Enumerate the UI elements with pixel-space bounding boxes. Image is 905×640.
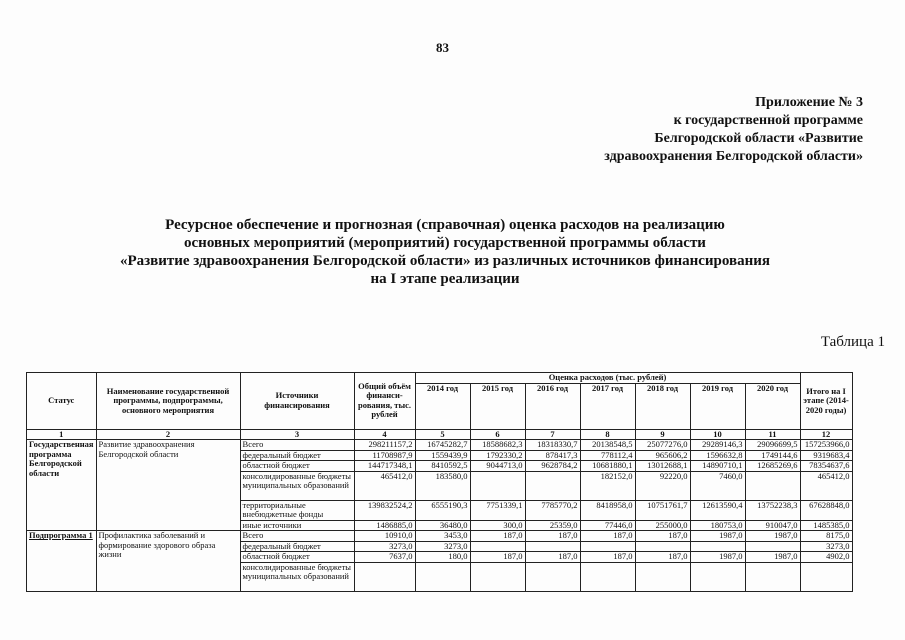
value-cell: 67628848,0	[800, 500, 852, 520]
value-cell: 910047,0	[745, 520, 800, 531]
value-cell	[470, 471, 525, 500]
funding-source: иные источники	[240, 520, 354, 531]
value-cell: 157253966,0	[800, 440, 852, 451]
value-cell: 78354637,6	[800, 461, 852, 472]
value-cell: 29289146,3	[690, 440, 745, 451]
value-cell: 29096699,5	[745, 440, 800, 451]
value-cell	[525, 562, 580, 591]
value-cell	[580, 562, 635, 591]
value-cell: 9319683,4	[800, 450, 852, 461]
group-status: Государственная программа Белгородской области	[27, 440, 97, 531]
value-cell: 300,0	[470, 520, 525, 531]
table-row	[27, 531, 853, 542]
value-cell: 9628784,2	[525, 461, 580, 472]
value-cell: 25359,0	[525, 520, 580, 531]
value-cell: 465412,0	[800, 471, 852, 500]
value-cell: 8418958,0	[580, 500, 635, 520]
header-name: Наименование государственной программы, подпрограммы, основного мероприятия	[96, 373, 240, 430]
value-cell: 36480,0	[415, 520, 470, 531]
value-cell: 187,0	[635, 552, 690, 563]
appendix-heading	[543, 94, 863, 166]
value-cell: 1749144,6	[745, 450, 800, 461]
funding-source: консолидированные бюджеты муниципальных образований	[240, 471, 354, 500]
header-year: 2014 год	[415, 383, 470, 429]
value-cell: 1987,0	[690, 531, 745, 542]
value-cell: 16745282,7	[415, 440, 470, 451]
appendix-line-1: Приложение № 3	[755, 95, 863, 110]
value-cell: 4902,0	[800, 552, 852, 563]
value-cell: 878417,3	[525, 450, 580, 461]
appendix-line-3: Белгородской области «Развитие	[654, 131, 863, 146]
value-cell: 10681880,1	[580, 461, 635, 472]
value-cell: 1486885,0	[354, 520, 415, 531]
header-year: 2016 год	[525, 383, 580, 429]
column-number: 7	[525, 429, 580, 440]
value-cell: 255000,0	[635, 520, 690, 531]
column-number: 6	[470, 429, 525, 440]
appendix-line-2: к государственной программе	[673, 113, 863, 128]
document-title	[95, 216, 795, 288]
title-line-4: на I этапе реализации	[370, 271, 520, 287]
value-cell: 7460,0	[690, 471, 745, 500]
value-cell: 180,0	[415, 552, 470, 563]
value-cell	[525, 541, 580, 552]
group-name: Развитие здравоохранения Белгородской области	[96, 440, 240, 531]
header-sources: Источники финансирования	[240, 373, 354, 430]
table-label: Таблица 1	[820, 334, 885, 350]
appendix-line-4: здравоохранения Белгородской области»	[604, 149, 863, 164]
value-cell: 1987,0	[690, 552, 745, 563]
value-cell	[800, 562, 852, 591]
value-cell: 1596632,8	[690, 450, 745, 461]
value-cell: 13752238,3	[745, 500, 800, 520]
value-cell: 10910,0	[354, 531, 415, 542]
column-number: 8	[580, 429, 635, 440]
value-cell: 965606,2	[635, 450, 690, 461]
value-cell: 187,0	[635, 531, 690, 542]
resource-table	[26, 372, 853, 592]
value-cell	[415, 562, 470, 591]
value-cell: 7751339,1	[470, 500, 525, 520]
column-number: 11	[745, 429, 800, 440]
column-number: 1	[27, 429, 97, 440]
column-number: 5	[415, 429, 470, 440]
value-cell: 9044713,0	[470, 461, 525, 472]
header-year: 2017 год	[580, 383, 635, 429]
value-cell	[745, 562, 800, 591]
value-cell	[745, 471, 800, 500]
funding-source: консолидированные бюджеты муниципальных образований	[240, 562, 354, 591]
value-cell	[635, 562, 690, 591]
value-cell	[635, 541, 690, 552]
value-cell	[525, 471, 580, 500]
value-cell: 12613590,4	[690, 500, 745, 520]
funding-source: федеральный бюджет	[240, 541, 354, 552]
group-name: Профилактика заболеваний и формирование здорового образа жизни	[96, 531, 240, 592]
value-cell: 3453,0	[415, 531, 470, 542]
value-cell	[690, 541, 745, 552]
value-cell: 8175,0	[800, 531, 852, 542]
value-cell: 7785770,2	[525, 500, 580, 520]
header-year: 2015 год	[470, 383, 525, 429]
header-year: 2018 год	[635, 383, 690, 429]
funding-source: территориальные внебюджетные фонды	[240, 500, 354, 520]
value-cell: 7637,0	[354, 552, 415, 563]
title-line-1: Ресурсное обеспечение и прогнозная (справочная) оценка расходов на реализацию	[165, 217, 725, 233]
value-cell: 465412,0	[354, 471, 415, 500]
value-cell: 25077276,0	[635, 440, 690, 451]
value-cell: 77446,0	[580, 520, 635, 531]
value-cell	[470, 562, 525, 591]
value-cell: 3273,0	[354, 541, 415, 552]
value-cell: 3273,0	[415, 541, 470, 552]
column-number: 4	[354, 429, 415, 440]
value-cell: 92220,0	[635, 471, 690, 500]
value-cell: 1485385,0	[800, 520, 852, 531]
column-number: 12	[800, 429, 852, 440]
value-cell: 187,0	[470, 552, 525, 563]
value-cell: 187,0	[580, 552, 635, 563]
value-cell: 12685269,6	[745, 461, 800, 472]
value-cell: 187,0	[580, 531, 635, 542]
header-estimate: Оценка расходов (тыс. рублей)	[415, 373, 800, 384]
funding-source: федеральный бюджет	[240, 450, 354, 461]
value-cell: 8410592,5	[415, 461, 470, 472]
value-cell: 11708987,9	[354, 450, 415, 461]
header-year: 2020 год	[745, 383, 800, 429]
table-row	[27, 440, 853, 451]
funding-source: Всего	[240, 440, 354, 451]
value-cell: 187,0	[525, 552, 580, 563]
value-cell: 1987,0	[745, 552, 800, 563]
value-cell: 298211157,2	[354, 440, 415, 451]
page-number: 83	[436, 40, 449, 55]
column-number: 3	[240, 429, 354, 440]
title-line-3: «Развитие здравоохранения Белгородской области» из различных источников финансирования	[119, 253, 771, 269]
value-cell: 1792330,2	[470, 450, 525, 461]
value-cell: 20138548,5	[580, 440, 635, 451]
funding-source: областной бюджет	[240, 552, 354, 563]
value-cell	[745, 541, 800, 552]
value-cell: 139832524,2	[354, 500, 415, 520]
value-cell: 14890710,1	[690, 461, 745, 472]
value-cell: 187,0	[470, 531, 525, 542]
group-status: Подпрограмма 1	[27, 531, 97, 592]
funding-source: Всего	[240, 531, 354, 542]
value-cell: 6555190,3	[415, 500, 470, 520]
value-cell: 1987,0	[745, 531, 800, 542]
value-cell: 18588682,3	[470, 440, 525, 451]
column-number: 10	[690, 429, 745, 440]
value-cell: 187,0	[525, 531, 580, 542]
value-cell	[470, 541, 525, 552]
header-itogo: Итого на I этапе (2014-2020 годы)	[800, 373, 852, 430]
value-cell	[580, 541, 635, 552]
value-cell	[354, 562, 415, 591]
value-cell: 180753,0	[690, 520, 745, 531]
funding-source: областной бюджет	[240, 461, 354, 472]
header-status: Статус	[27, 373, 97, 430]
value-cell: 3273,0	[800, 541, 852, 552]
value-cell: 1559439,9	[415, 450, 470, 461]
value-cell	[690, 562, 745, 591]
value-cell: 182152,0	[580, 471, 635, 500]
value-cell: 144717348,1	[354, 461, 415, 472]
value-cell: 13012688,1	[635, 461, 690, 472]
column-number: 2	[96, 429, 240, 440]
value-cell: 183580,0	[415, 471, 470, 500]
title-line-2: основных мероприятий (мероприятий) государственной программы области	[184, 235, 706, 251]
header-total: Общий объём финанси-рования, тыс. рублей	[354, 373, 415, 430]
value-cell: 778112,4	[580, 450, 635, 461]
value-cell: 10751761,7	[635, 500, 690, 520]
value-cell: 18318330,7	[525, 440, 580, 451]
column-number: 9	[635, 429, 690, 440]
header-year: 2019 год	[690, 383, 745, 429]
